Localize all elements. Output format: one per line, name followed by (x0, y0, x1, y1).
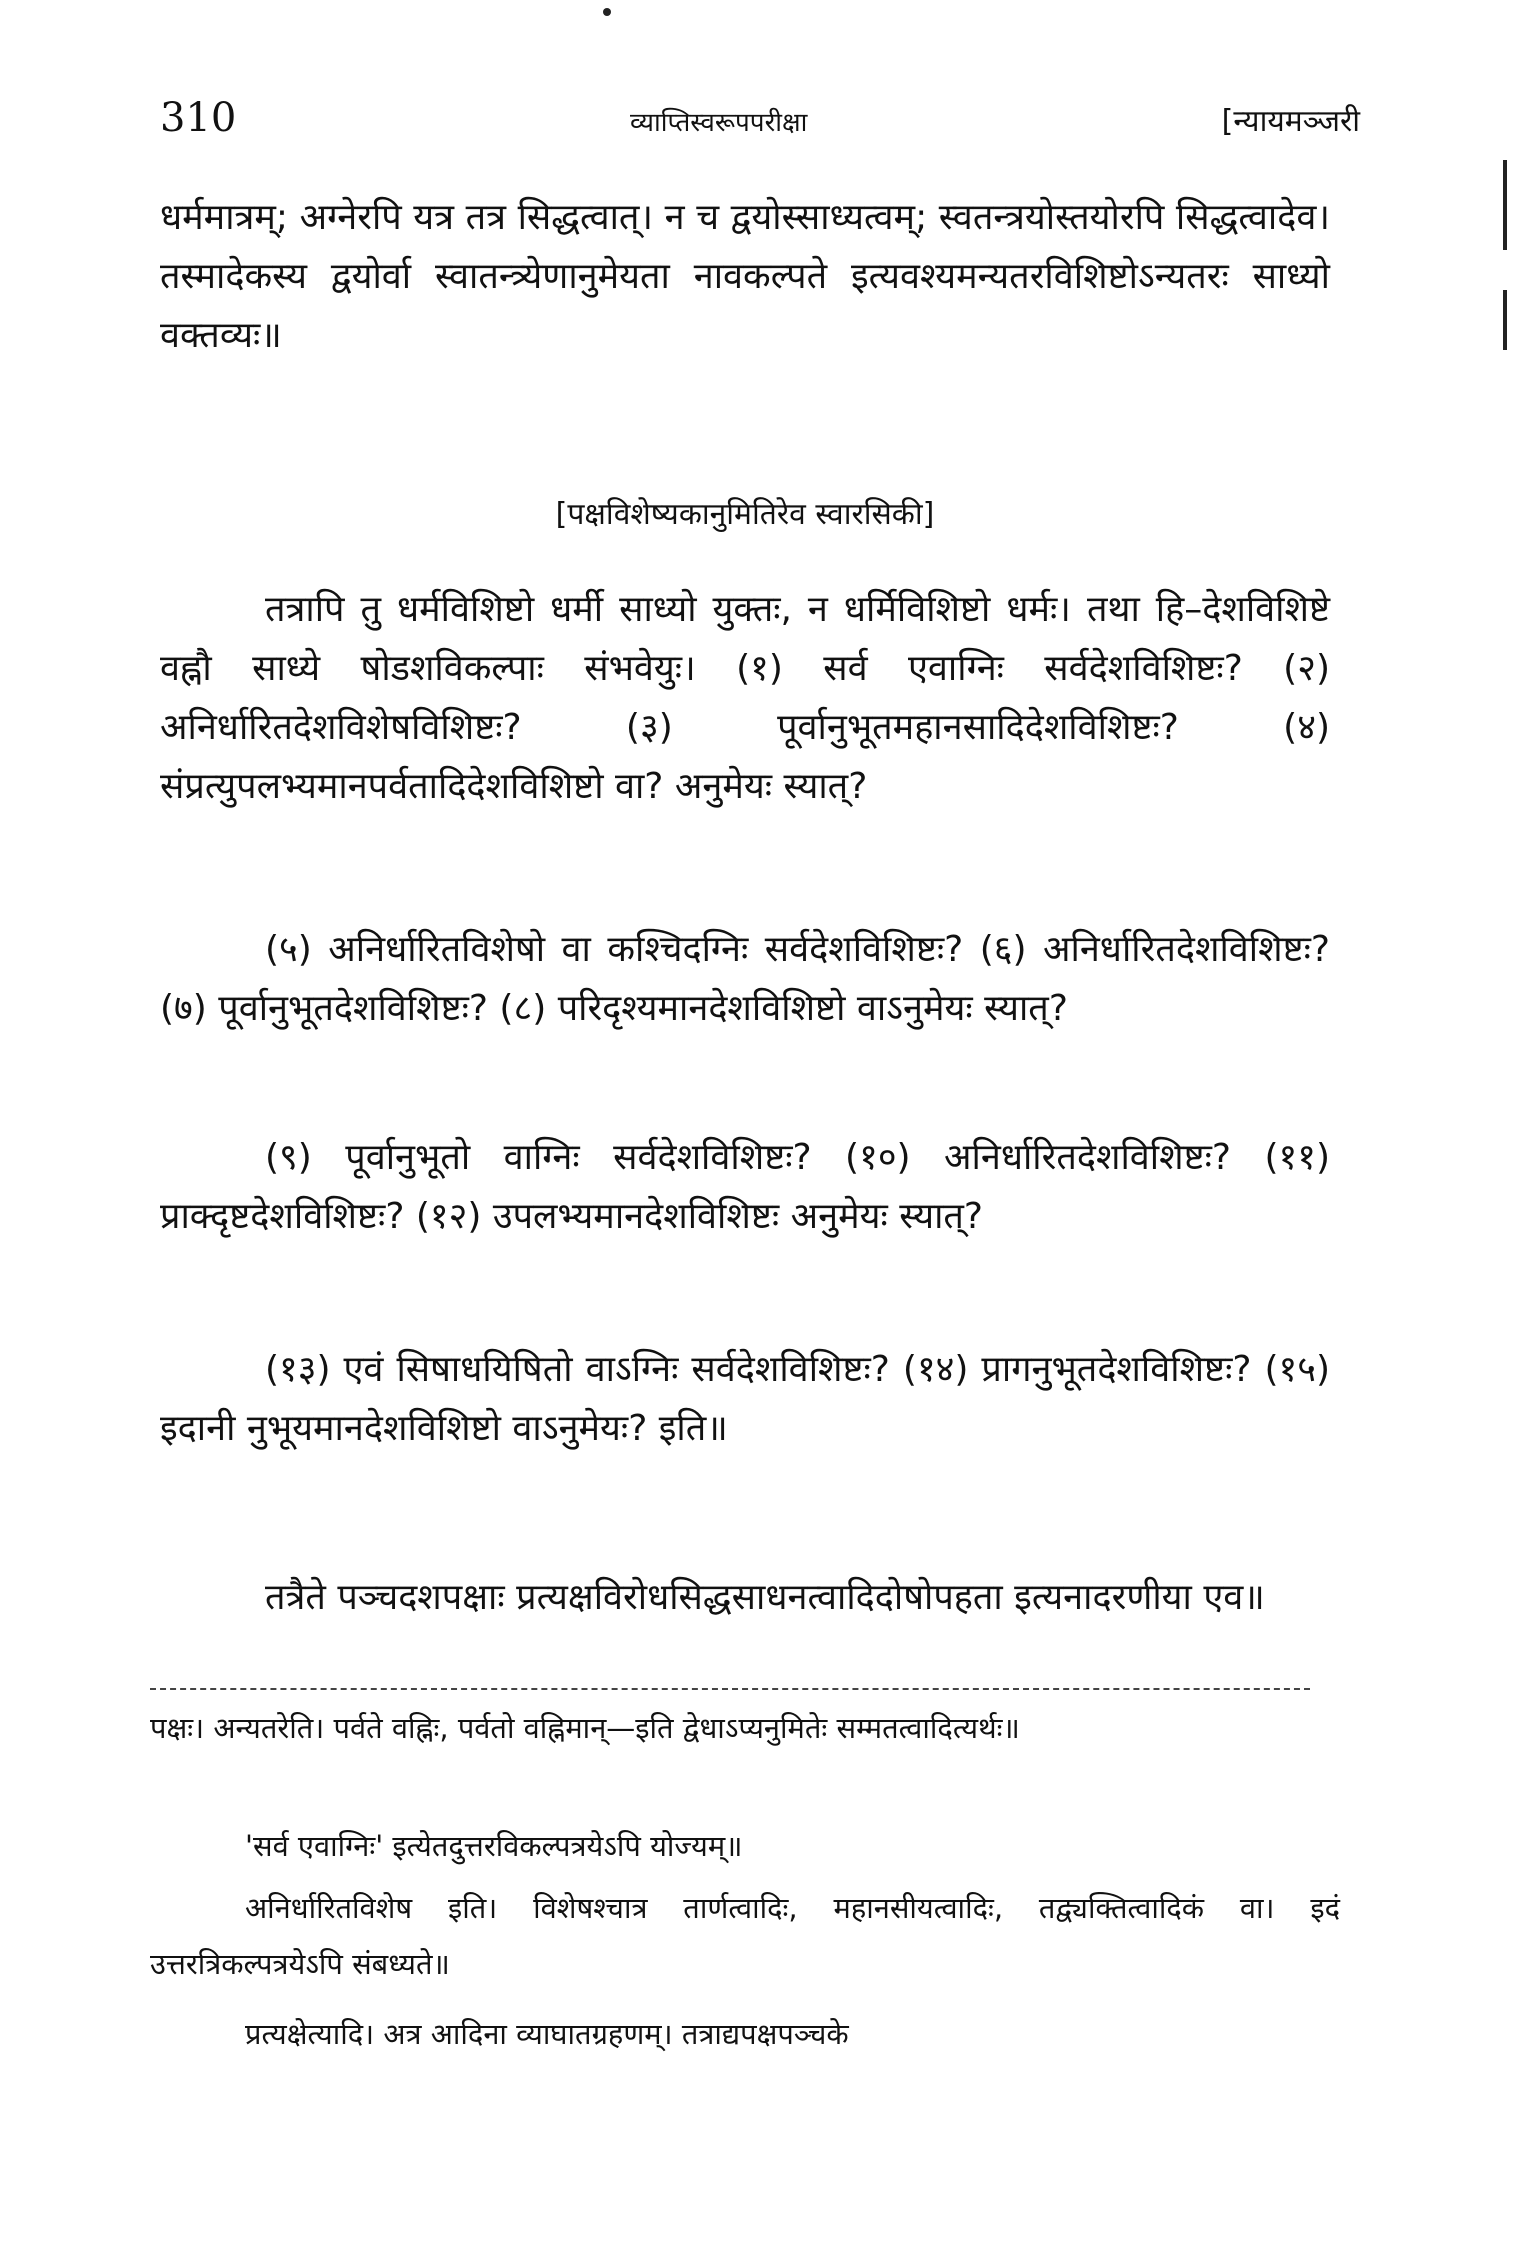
ink-speck (603, 8, 611, 16)
page-header (160, 95, 1360, 155)
paragraph-6: तत्रैते पञ्चदशपक्षाः प्रत्यक्षविरोधसिद्धसाधनत्वादिदोषोपहता इत्यनादरणीया एव॥ (265, 1577, 1265, 1618)
footnote-2: 'सर्व एवाग्निः' इत्येतदुत्तरविकल्पत्रयेऽपि योज्यम्॥ (245, 1829, 743, 1863)
page-number: 310 (160, 95, 237, 141)
book-title: [न्यायमञ्जरी (1221, 104, 1360, 139)
paragraph-5: (१३) एवं सिषाधयिषितो वाऽग्निः सर्वदेशविशिष्टः? (१४) प्रागनुभूतदेशविशिष्टः? (१५) इदानी नुभूयमानदेशविशिष्टो वाऽनुमेयः? इति॥ (160, 1349, 1330, 1449)
paragraph-2: तत्रापि तु धर्मविशिष्टो धर्मी साध्यो युक्तः, न धर्मिविशिष्टो धर्मः। तथा हि–देशविशिष्टे वह्नौ साध्ये षोडशविकल्पाः संभवेयुः। (१) सर्व एवाग्निः सर्वदेशविशिष्टः? (२) अनिर्धारितदेशविशेषविशिष्टः? (३) पूर्वानुभूतमहानसादिदेशविशिष्टः? (४) संप्रत्युपलभ्यमानपर्वतादिदेशविशिष्टो वा? अनुमेयः स्यात्? (160, 589, 1330, 807)
footnote-3: अनिर्धारितविशेष इति। विशेषश्चात्र तार्णत्वादिः, महानसीयत्वादिः, तद्व्यक्तित्वादिकं वा। इदं उत्तरत्रिकल्पत्रयेऽपि संबध्यते॥ (150, 1891, 1340, 1981)
footnote-1: पक्षः। अन्यतरेति। पर्वते वह्निः, पर्वतो वह्निमान्—इति द्वेधाऽप्यनुमितेः सम्मतत्वादित्यर्थः॥ (150, 1711, 1020, 1745)
footnote-4: प्रत्यक्षेत्यादि। अत्र आदिना व्याघातग्रहणम्। तत्राद्यपक्षपञ्चके (245, 2017, 849, 2051)
paragraph-3: (५) अनिर्धारितविशेषो वा कश्चिदग्निः सर्वदेशविशिष्टः? (६) अनिर्धारितदेशविशिष्टः? (७) पूर्वानुभूतदेशविशिष्टः? (८) परिदृश्यमानदेशविशिष्टो वाऽनुमेयः स्यात्? (160, 929, 1330, 1029)
footnote-rule (150, 1688, 1310, 1690)
running-title: व्याप्तिस्वरूपपरीक्षा (630, 108, 808, 138)
section-title: [पक्षविशेष्यकानुमितिरेव स्वारसिकी] (555, 497, 935, 532)
paragraph-1: धर्ममात्रम्; अग्नेरपि यत्र तत्र सिद्धत्वात्। न च द्वयोस्साध्यत्वम्; स्वतन्त्रयोस्तयोरपि सिद्धत्वादेव। तस्मादेकस्य द्वयोर्वा स्वातन्त्र्येणानुमेयता नावकल्पते इत्यवश्यमन्यतरविशिष्टोऽन्यतरः साध्यो वक्तव्यः॥ (160, 197, 1330, 356)
edge-mark (1503, 290, 1507, 350)
edge-mark (1503, 160, 1507, 250)
paragraph-4: (९) पूर्वानुभूतो वाग्निः सर्वदेशविशिष्टः? (१०) अनिर्धारितदेशविशिष्टः? (११) प्राक्दृष्टदेशविशिष्टः? (१२) उपलभ्यमानदेशविशिष्टः अनुमेयः स्यात्? (160, 1137, 1330, 1237)
